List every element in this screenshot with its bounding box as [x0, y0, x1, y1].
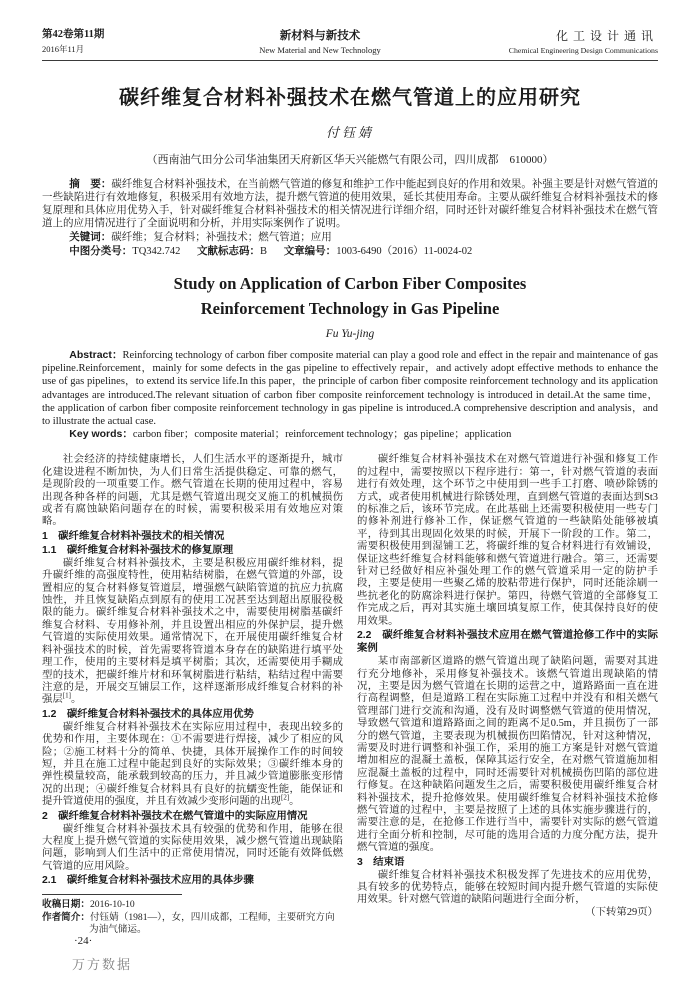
section-heading: 1.1 碳纤维复合材料补强技术的修复原理 [42, 544, 234, 556]
doc-code-pair [197, 246, 267, 257]
clc-label: 中图分类号： [69, 245, 133, 257]
wanfang-watermark: 万方数据 [72, 957, 133, 972]
body-paragraph: 碳纤维复合材料补强技术在对燃气管道进行补强和修复工作的过程中，需要按照以下程序进行：第一，针对燃气管道的表面进行有效处理，这个环节之中使用到一些手工打磨、喷砂除锈的方式，或者使用机械进行除锈处理，直到燃气管道的表面达到St3的标准之后，该环节完成。在此基础上还需要积极使用一些专门的修补剂进行修补工作，保证燃气管道的一些缺陷处能够被填平，待到其出现固化效果的时候，开展下一阶段的工作。第二，需要积极使用到湿铺工艺，将碳纤维的复合材料进行有效铺设，保证这些纤维复合材料能够和燃气管道进行融合。第三，还需要针对已经做好相应补强处理工作的燃气管道采用一定的防护手段，主要是使用一些聚乙烯的胶粘带进行保护，同时还能涂刷一些抗老化的防腐涂料进行保护。第四，待燃气管道的全部修复工作完成之后，再对其实施土壤回填复原工作，使其保持良好的使用效果。 [357, 454, 658, 627]
author-bio-line [42, 912, 343, 937]
body-paragraph: 碳纤维复合材料补强技术积极发挥了先进技术的应用优势，具有较多的优势特点，能够在较短时间内提升燃气管道的实际使用效果。针对燃气管道的缺陷问题进行全面分析， [357, 869, 658, 906]
continuation-note: （下转第29页） [585, 906, 658, 918]
article-id-pair [284, 246, 473, 257]
article-title-en [42, 271, 658, 321]
clc-value: TQ342.742 [132, 246, 181, 257]
body-column-left [42, 454, 343, 936]
abstract-cn-text: 碳纤维复合材料补强技术，在当前燃气管道的修复和维护工作中能起到良好的作用和效果。补强主要是针对燃气管道的一些缺陷进行有效地修复，积极采用有效地方法，提升燃气管道的使用效果，延长其使用寿命。主要从碳纤维复合材料补强技术的修复原理和具体应用优势入手，针对碳纤维复合材料补强技术的相关情况进行详细介绍，同时还针对碳纤维复合材料补强技术在燃气管道上的应用情况进行了全面说明和分析，并用实际案例作了说明。 [42, 179, 659, 229]
journal-column-title-en: New Material and New Technology [259, 45, 381, 55]
journal-name-block [448, 27, 658, 55]
section-heading: 2.1 碳纤维复合材料补强技术应用的具体步骤 [42, 875, 254, 887]
journal-issue-block [42, 26, 192, 55]
body-paragraph: 碳纤维复合材料补强技术，主要是积极应用碳纤维材料，提升碳纤维的高强度特性，使用粘结树脂，在燃气管道的外部，设置相应的复合材料修复管道层，增强燃气缺陷管道的抗应力抗腐蚀性，并且恢复缺陷点到原有的使用工况甚至达到超出原服役极限的能力。碳纤维复合材料补强技术之中，需要使用树脂基碳纤维复合材料、专用修补剂，并且设置出相应的外保护层，提升燃气管道的实际使用效果。通常情况下，在开展使用碳纤维复合材料补强技术的时候，首先需要将管道本身存在的缺陷进行填平处理工作，使用的主要材料是填平树脂；其次，还需要使用手糊成型的技术，把碳纤维片材和环氧树脂进行粘结，粘结过程中需要注意的是，开展交互铺层工作，这样逐渐形成纤维复合材料的补强层[1]。 [42, 557, 343, 706]
section-heading: 3 结束语 [357, 856, 405, 868]
doc-code-value: B [260, 246, 268, 257]
section-heading: 1 碳纤维复合材料补强技术的相关情况 [42, 530, 225, 542]
article-affiliation: （西南油气田分公司华油集团天府新区华天兴能燃气有限公司，四川成都 610000） [146, 154, 554, 166]
footnote-block [42, 894, 343, 937]
keywords-cn-line [42, 231, 658, 244]
article-title-en-line2: Reinforcement Technology in Gas Pipeline [200, 299, 500, 318]
clc-pair [69, 246, 180, 257]
body-columns [42, 454, 658, 936]
body-paragraph: 碳纤维复合材料补强技术具有较强的优势和作用，能够在很大程度上提升燃气管道的实际使用效果，减少燃气管道出现缺陷问题，影响到人们生活中的正常使用情况，同时还能有效降低燃气管道的应用风险。 [42, 823, 343, 872]
article-id-label: 文章编号： [283, 245, 337, 257]
article-title-cn: 碳纤维复合材料补强技术在燃气管道上的应用研究 [119, 87, 581, 109]
received-date-line [42, 899, 343, 912]
abstract-cn-paragraph [42, 178, 658, 230]
received-date-label: 收稿日期： [42, 899, 90, 911]
section-heading: 1.2 碳纤维复合材料补强技术的具体应用优势 [42, 708, 254, 720]
body-paragraph: 碳纤维复合材料补强技术在实际应用过程中，表现出较多的优势和作用，主要体现在：①不需要进行焊接，减少了相应的风险；②施工材料十分的简单、快捷，具体开展操作工作的时间较短，并且在施工过程中能起到良好的实际效果；③碳纤维本身的弹性模量较高，能承载到较高的压力，并且减少管道膨胀变形情况的出现；④碳纤维复合材料具有良好的抗蠕变性能，能保证和提升管道使用的强度，并且有效减少变形问题的出现[2]。 [42, 721, 343, 808]
author-bio-value: 付钰婧（1981—），女，四川成都，工程师，主要研究方向为油气储运。 [89, 911, 335, 936]
journal-name-cn: 化工设计通讯 [555, 29, 658, 43]
keywords-en-text: carbon fiber；composite material；reinforcement technology；gas pipeline；application [132, 429, 512, 441]
abstract-cn-label: 摘 要： [69, 178, 112, 190]
article-id-value: 1003-6490（2016）11-0024-02 [336, 246, 473, 257]
keywords-en-line [42, 428, 658, 441]
author-bio-label: 作者简介： [42, 911, 90, 923]
body-paragraph: 某市南部新区道路的燃气管道出现了缺陷问题，需要对其进行充分地修补，采用修复补强技术。该燃气管道出现缺陷的情况，主要是因为燃气管道在长期的运营之中，道路路面一直在进行高程调整，但是道路工程在实际施工过程中并没有和相关燃气管理部门进行交流和沟通，没有及时调整燃气管道的使用情况，导致燃气管道和道路路面之间的距离不足0.5m，并且损伤了一部分的燃气管道，主要表现为机械损伤凹陷情况，针对这种情况，需要及时进行调整和补强工作，采用的施工方案是针对燃气管道增加相应的混凝土盖板，保障其运行安全，在对燃气管道施加相应混凝土盖板的过程中，同时还需要针对机械损伤凹陷的部位进行修复。在这种缺陷问题发生之后，需要积极使用碳纤维复合材料补强技术，提升抢修效果。使用碳纤维复合材料补强技术抢修燃气管道的过程中，主要是按照了上述的具体实施步骤进行的，需要注意的是，在抢修工作进行当中，需要针对实际的燃气管道进行全面分析和控制，尽可能的选用合适的力度分配方法，提升燃气管道的强度。 [357, 656, 658, 854]
page-number: ·24· [74, 935, 93, 947]
article-author-en: Fu Yu-jing [325, 328, 375, 340]
journal-date: 2016年11月 [42, 44, 85, 54]
journal-column-block [192, 27, 448, 55]
section-heading: 2.2 碳纤维复合材料补强技术应用在燃气管道抢修工作中的实际案例 [357, 630, 658, 655]
keywords-cn-label: 关键词： [69, 231, 112, 243]
body-column-right [357, 454, 658, 936]
keywords-cn-text: 碳纤维；复合材料；补强技术；燃气管道；应用 [111, 232, 332, 243]
section-heading: 2 碳纤维复合材料补强技术在燃气管道中的实际应用情况 [42, 810, 308, 822]
footnote-divider [42, 894, 182, 895]
abstract-en-paragraph [42, 349, 658, 428]
journal-header [42, 26, 658, 61]
article-title-en-line1: Study on Application of Carbon Fiber Composites [173, 274, 527, 293]
abstract-en-text: Reinforcing technology of carbon fiber composite material can play a good role and effect in the repair and maintenance of gas pipeline.Reinforcement，mainly for some defects in the gas pipeline to effectively repair，and actively adopt effective methods to enhance the use of gas pipelines，to extend its service life.In this paper，the principle of carbon fiber composite reinforcement technology and its application advantages are introduced.The relevant situation of carbon fiber composite reinforcement technology is introduced in detail.At the same time，the application of carbon fiber composite reinforcement technology in gas pipeline is introduced.A comprehensive description and analysis，and to illustrate the actual case. [42, 350, 658, 428]
body-paragraph: 社会经济的持续健康增长，人们生活水平的逐渐提升，城市化建设进程不断加快，为人们日常生活提供稳定、可靠的燃气，是现阶段的一项重要工作。燃气管道在长期的使用过程中，容易出现各种各样的问题，尤其是燃气管道出现交叉施工的机械损伤或者有腐蚀缺陷问题存在的时候，需要积极采用有效地应对策略。 [42, 454, 343, 528]
journal-column-title-cn: 新材料与新技术 [279, 30, 361, 42]
article-author-cn: 付钰婧 [325, 125, 374, 140]
abstract-en-block [42, 349, 658, 441]
classification-line [42, 245, 658, 258]
journal-name-en: Chemical Engineering Design Communications [508, 46, 658, 55]
received-date-value: 2016-10-10 [89, 899, 135, 911]
abstract-en-label: Abstract： [69, 349, 123, 361]
doc-code-label: 文献标志码： [197, 245, 261, 257]
journal-volume-issue: 第42卷第11期 [42, 29, 105, 40]
keywords-en-label: Key words： [69, 428, 133, 441]
abstract-cn-block [42, 178, 658, 230]
